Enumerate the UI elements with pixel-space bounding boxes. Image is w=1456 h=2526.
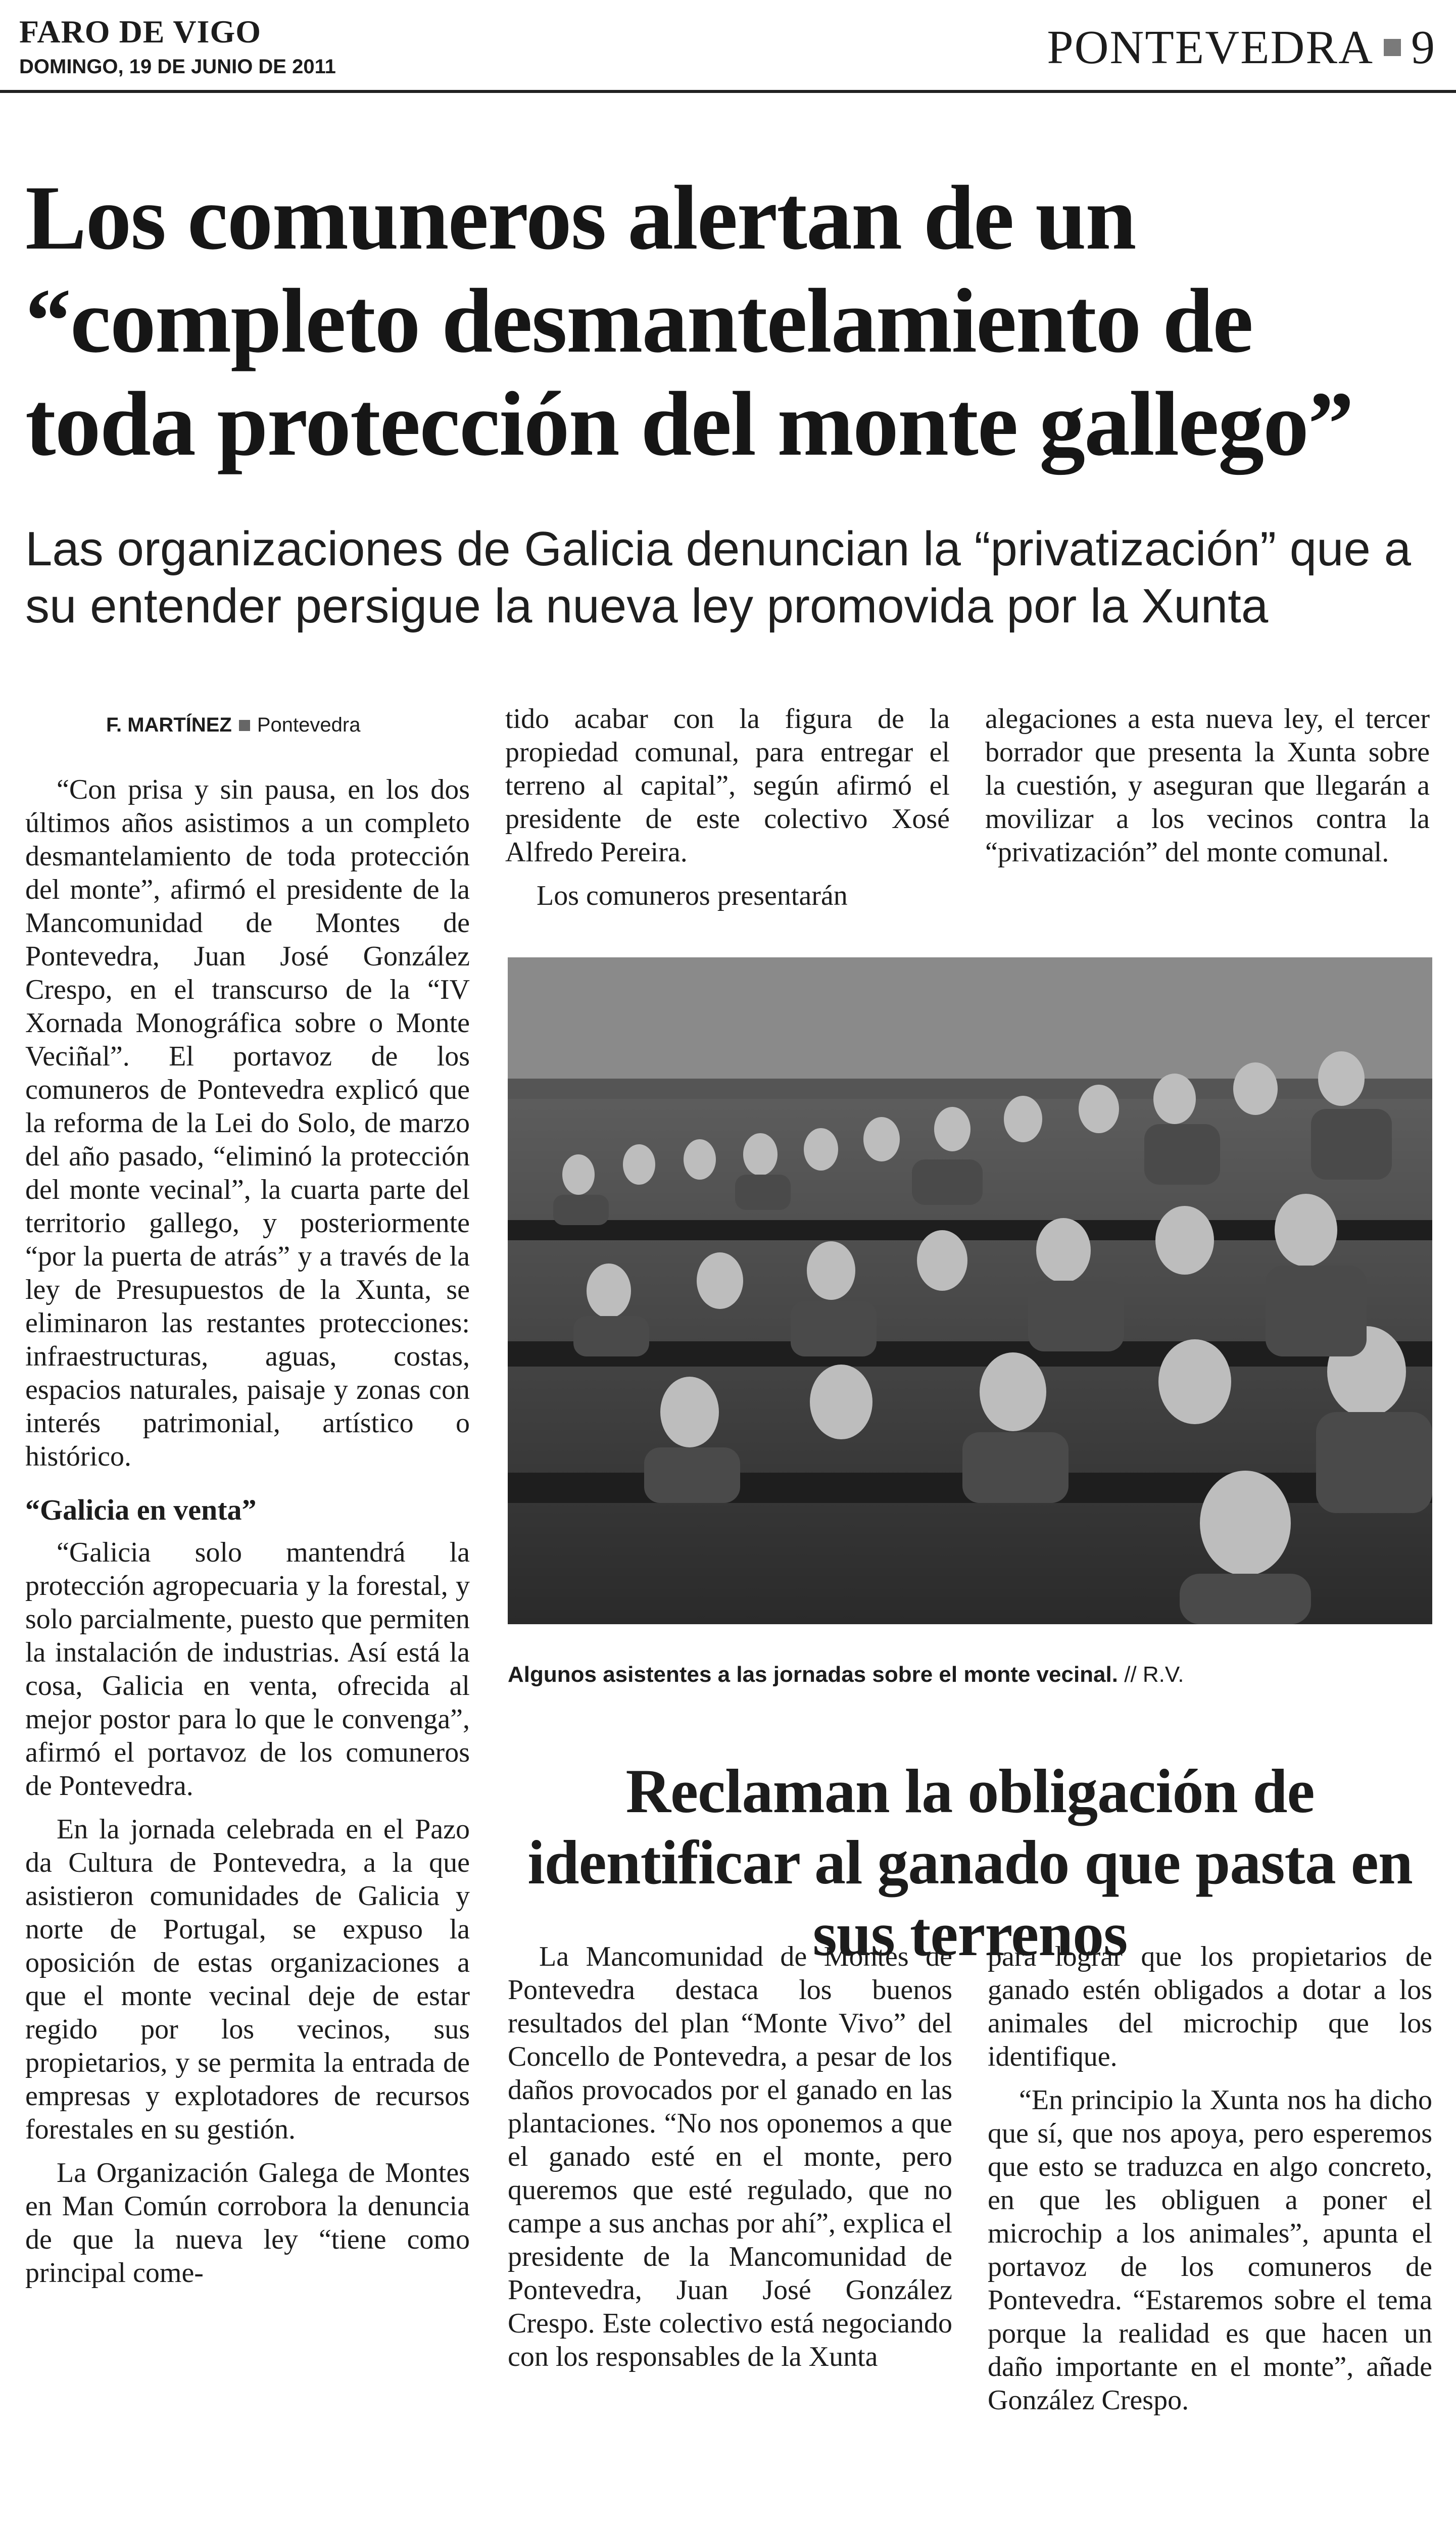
audience-photo-illustration	[508, 957, 1432, 1624]
sidebar-column-2	[988, 1940, 1432, 2427]
article-subheadline: Las organizaciones de Galicia denuncian la “privatización” que a su entender persigue la nueva ley promovida por la Xunta	[25, 522, 1411, 634]
page-number: 9	[1411, 21, 1436, 74]
caption-text: Algunos asistentes a las jornadas sobre el monte vecinal.	[508, 1662, 1118, 1687]
square-bullet-icon	[1384, 39, 1401, 56]
sidebar-headline: Reclaman la obligación de identificar al ganado que pasta en sus terrenos	[527, 1757, 1413, 1969]
paragraph: “En principio la Xunta nos ha dicho que sí, que nos apoya, pero esperemos que esto se traduzca en algo concreto, en que les obliguen a poner el microchip a los animales”, apunta el portavoz de los comuneros de Pontevedra. “Estaremos sobre el tema porque la realidad es que hacen un daño importante en el monte”, añade González Crespo.	[988, 2084, 1432, 2416]
article-headline: Los comuneros alertan de un “completo desmantelamiento de toda protección del monte gallego”	[25, 167, 1353, 475]
article-column-3	[985, 702, 1430, 879]
article-subhead: “Galicia en venta”	[25, 1493, 257, 1526]
paragraph: “Con prisa y sin pausa, en los dos últimos años asistimos a un completo desmantelamiento de toda protección del monte”, afirmó el presidente de la Mancomunidad de Montes de Pontevedra, Juan José González Crespo, en el transcurso de la “IV Xornada Monográfica sobre o Monte Veciñal”. El portavoz de los comuneros de Pontevedra explicó que la reforma de la Lei do Solo, de marzo del año pasado, “eliminó la protección del monte vecinal”, la cuarta parte del territorio gallego, y posteriormente “por la puerta de atrás” y a través de la ley de Presupuestos de la Xunta, se eliminaron las restantes protecciones: infraestructuras, aguas, costas, espacios naturales, paisaje y zonas con interés patrimonial, artístico o histórico.	[25, 774, 470, 1472]
photo-caption	[508, 1662, 1432, 1687]
byline	[106, 714, 360, 737]
square-bullet-icon	[239, 720, 250, 731]
byline-place: Pontevedra	[257, 714, 361, 736]
paragraph: para lograr que los propietarios de ganado estén obligados a dotar a los animales del microchip que los identifique.	[988, 1941, 1432, 2072]
byline-author: F. MARTÍNEZ	[106, 714, 232, 736]
paragraph: alegaciones a esta nueva ley, el tercer borrador que presenta la Xunta sobre la cuestión, y aseguran que llegarán a movilizar a los vecinos contra la “privatización” del monte comunal.	[985, 703, 1430, 868]
paragraph: La Mancomunidad de Montes de Pontevedra destaca los buenos resultados del plan “Monte Vivo” del Concello de Pontevedra, a pesar de los daños provocados por el ganado en las plantaciones. “No nos oponemos a que el ganado esté en el monte, pero queremos que esté regulado, que no campe a sus anchas por ahí”, explica el presidente de la Mancomunidad de Pontevedra, Juan José González Crespo. Este colectivo está negociando con los responsables de la Xunta	[508, 1941, 952, 2372]
photo-credit: // R.V.	[1124, 1662, 1184, 1687]
section-header	[1047, 20, 1436, 75]
newspaper-name: FARO DE VIGO	[19, 14, 261, 50]
header-rule	[0, 90, 1456, 93]
article-photo	[508, 957, 1432, 1624]
article-column-2	[505, 702, 950, 922]
publication-date: DOMINGO, 19 DE JUNIO DE 2011	[19, 56, 336, 78]
paragraph: La Organización Galega de Montes en Man Común corrobora la denuncia de que la nueva ley “tiene como principal come-	[25, 2157, 470, 2289]
paragraph: “Galicia solo mantendrá la protección agropecuaria y la forestal, y solo parcialmente, puesto que permiten la instalación de industrias. Así está la cosa, Galicia en venta, ofrecida al mejor postor para lo que le convenga”, afirmó el portavoz de los comuneros de Pontevedra.	[25, 1537, 470, 1802]
section-name: PONTEVEDRA	[1047, 21, 1374, 74]
article-column-1	[25, 773, 470, 2300]
sidebar-column-1	[508, 1940, 952, 2384]
paragraph: En la jornada celebrada en el Pazo da Cultura de Pontevedra, a la que asistieron comunidades de Galicia y norte de Portugal, se expuso la oposición de estas organizaciones a que el monte vecinal deje de estar regido por los vecinos, sus propietarios, y se permita la entrada de empresas y explotadores de recursos forestales en su gestión.	[25, 1814, 470, 2145]
paragraph: Los comuneros presentarán	[537, 880, 848, 911]
paragraph: tido acabar con la figura de la propiedad comunal, para entregar el terreno al capital”, según afirmó el presidente de este colectivo Xosé Alfredo Pereira.	[505, 703, 950, 868]
